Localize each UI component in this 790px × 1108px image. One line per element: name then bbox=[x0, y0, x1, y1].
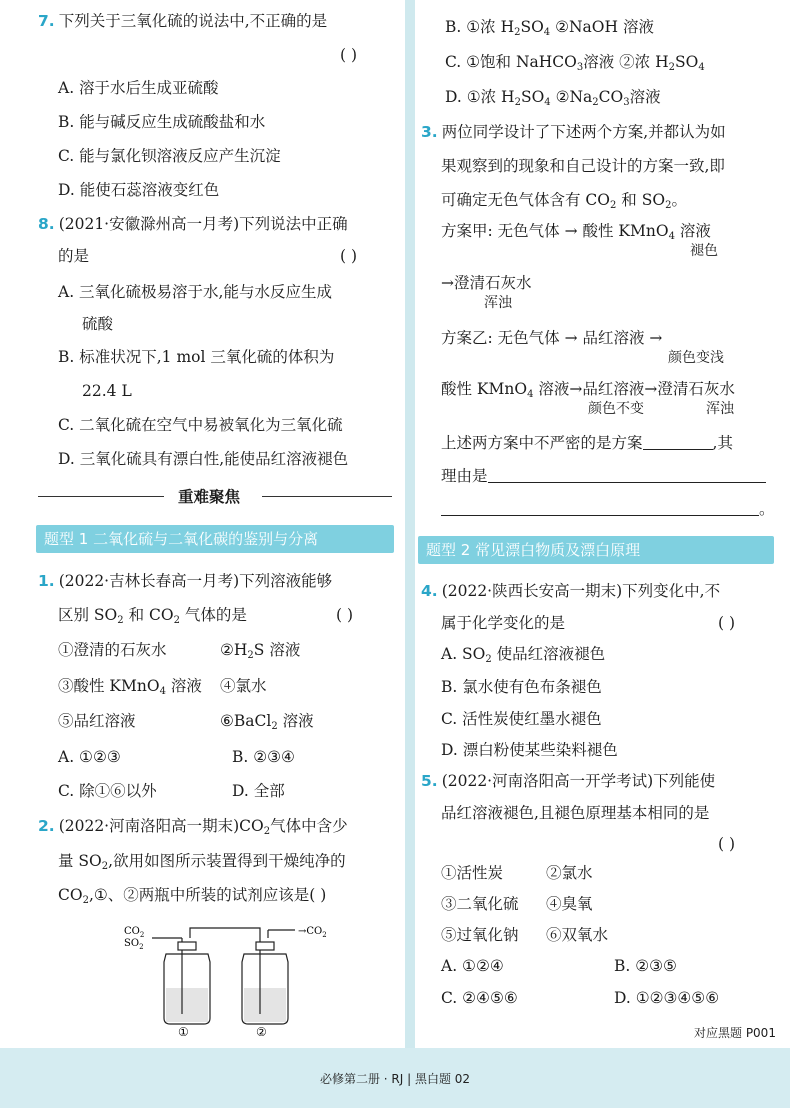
subscript: 2 bbox=[139, 943, 144, 951]
question-number: 1. bbox=[38, 572, 55, 590]
subscript: 2 bbox=[665, 200, 672, 211]
subscript: 4 bbox=[544, 97, 551, 108]
option-text: C. ①饱和 NaHCO bbox=[445, 53, 577, 71]
stem-text: 量 SO bbox=[58, 852, 102, 870]
option-text: 溶液 ②浓 H bbox=[583, 53, 669, 71]
option-b: B. ②③④ bbox=[232, 748, 295, 766]
item-3 bbox=[58, 675, 202, 703]
question-stem: (2022·河南洛阳高一开学考试)下列能使 bbox=[441, 772, 716, 790]
section-rule-left bbox=[38, 496, 164, 497]
stem-text: 。 bbox=[671, 191, 687, 209]
subscript: 2 bbox=[101, 861, 109, 872]
item-text: ②H bbox=[220, 641, 248, 659]
subscript: 3 bbox=[576, 62, 584, 73]
gas-washing-apparatus bbox=[110, 918, 350, 1036]
option-a: A. 溶于水后生成亚硫酸 bbox=[58, 79, 219, 97]
plan-a-result2: 浑浊 bbox=[484, 295, 512, 311]
option-text: SO bbox=[520, 18, 544, 36]
subscript: 2 bbox=[514, 27, 521, 38]
option-text: CO bbox=[598, 88, 624, 106]
item-text: ③酸性 KMnO bbox=[58, 677, 160, 695]
plan-b-line1: 方案乙: 无色气体 → 品红溶液 → bbox=[441, 329, 663, 347]
question-number: 5. bbox=[421, 772, 438, 790]
option-d: D. ①②③④⑤⑥ bbox=[614, 989, 720, 1007]
option-b-cont: 22.4 L bbox=[82, 382, 132, 400]
option-b: B. 能与碱反应生成硫酸盐和水 bbox=[58, 113, 266, 131]
subscript: 3 bbox=[623, 97, 630, 108]
item-1: ①活性炭 bbox=[441, 864, 504, 882]
question-number: 8. bbox=[38, 215, 55, 233]
item-text: ⑥BaCl bbox=[220, 712, 272, 730]
svg-text:SO2 bbox=[124, 938, 144, 951]
ask-text: 理由是 bbox=[441, 467, 488, 485]
type-2-header bbox=[418, 536, 774, 564]
item-text: 溶液 bbox=[277, 712, 314, 730]
option-text: ②NaOH 溶液 bbox=[550, 18, 654, 36]
page-reference: 对应黑题 P001 bbox=[694, 1026, 776, 1040]
subscript: 2 bbox=[592, 97, 599, 108]
option-d: D. 全部 bbox=[232, 782, 285, 800]
question-number: 3. bbox=[421, 123, 438, 141]
stem-text: (2022·河南洛阳高一期末)CO bbox=[58, 817, 264, 835]
item-text: 溶液 bbox=[165, 677, 202, 695]
option-a: A. ①②④ bbox=[441, 957, 504, 975]
stem-text: ,欲用如图所示装置得到干燥纯净的 bbox=[108, 852, 346, 870]
option-text: SO bbox=[675, 53, 699, 71]
subscript: 2 bbox=[117, 615, 124, 626]
question-number: 4. bbox=[421, 582, 438, 600]
item-1: ①澄清的石灰水 bbox=[58, 641, 167, 659]
subscript: 2 bbox=[485, 654, 492, 665]
option-text: A. SO bbox=[441, 645, 486, 663]
plan-b-result3: 浑浊 bbox=[706, 401, 734, 417]
bottle-2-label: ② bbox=[256, 1025, 267, 1036]
stem-text: CO bbox=[58, 886, 83, 904]
subscript: 2 bbox=[514, 97, 521, 108]
question-stem: (2022·吉林长春高一月考)下列溶液能够 bbox=[58, 572, 333, 590]
question-number: 7. bbox=[38, 12, 55, 30]
subscript: 2 bbox=[271, 721, 278, 732]
option-a: A. ①②③ bbox=[58, 748, 121, 766]
item-2: ②氯水 bbox=[546, 864, 593, 882]
outlet-gas-co2: →CO bbox=[298, 926, 323, 937]
question-stem: (2022·陕西长安高一期末)下列变化中,不 bbox=[441, 582, 721, 600]
option-b: B. ②③⑤ bbox=[614, 957, 677, 975]
option-text: 溶液 bbox=[629, 88, 661, 106]
plan-a-line1: 方案甲: 无色气体 → 酸性 KMnO bbox=[441, 222, 669, 240]
option-text: 使品红溶液褪色 bbox=[491, 645, 606, 663]
stem-text: 区别 SO bbox=[58, 606, 118, 624]
subscript: 4 bbox=[159, 686, 166, 697]
ask-text: 上述两方案中不严密的是方案 bbox=[441, 434, 643, 452]
question-stem: 两位同学设计了下述两个方案,并都认为如 bbox=[441, 123, 726, 141]
inlet-gas-co2: CO bbox=[124, 926, 140, 937]
subscript: 4 bbox=[698, 62, 705, 73]
page-footer: 必修第二册 · RJ | 黑白题 02 bbox=[319, 1072, 471, 1086]
option-c bbox=[445, 51, 705, 79]
option-c: C. 除①⑥以外 bbox=[58, 782, 157, 800]
question-number: 2. bbox=[38, 817, 55, 835]
plan-text: 溶液→品红溶液→澄清石灰水 bbox=[533, 380, 735, 398]
stem-text: 和 CO bbox=[123, 606, 174, 624]
plan-b-line2: 酸性 KMnO bbox=[441, 380, 528, 398]
item-text: S 溶液 bbox=[253, 641, 301, 659]
answer-paren: ( ) bbox=[718, 835, 736, 853]
bottle-1-label: ① bbox=[178, 1025, 189, 1036]
ask-text: ,其 bbox=[712, 434, 733, 452]
question-stem: 下列关于三氧化硫的说法中,不正确的是 bbox=[58, 12, 328, 30]
type-1-header bbox=[36, 525, 394, 553]
option-text: ②Na bbox=[550, 88, 593, 106]
stem-text: 气体中含少 bbox=[270, 817, 348, 835]
inlet-gas-so2: SO bbox=[124, 938, 140, 949]
type-2-header-label: 题型 2 常见漂白物质及漂白原理 bbox=[426, 541, 641, 559]
option-a: A. 三氧化硫极易溶于水,能与水反应生成 bbox=[58, 283, 332, 301]
item-4: ④氯水 bbox=[220, 677, 267, 695]
item-5: ⑤品红溶液 bbox=[58, 712, 136, 730]
section-title: 重难聚焦 bbox=[178, 488, 241, 506]
answer-blank-plan[interactable] bbox=[643, 433, 713, 450]
plan-b-result1: 颜色变浅 bbox=[668, 350, 724, 366]
option-b: B. 氯水使有色布条褪色 bbox=[441, 678, 602, 696]
item-5: ⑤过氧化钠 bbox=[441, 926, 519, 944]
option-d: D. 漂白粉使某些染料褪色 bbox=[441, 741, 618, 759]
question-stem-cont: 果观察到的现象和自己设计的方案一致,即 bbox=[441, 157, 725, 175]
subscript: 4 bbox=[668, 231, 675, 242]
answer-paren: ( ) bbox=[336, 606, 354, 624]
item-4: ④臭氧 bbox=[546, 895, 593, 913]
answer-paren: ( ) bbox=[718, 614, 736, 632]
plan-text: 溶液 bbox=[674, 222, 711, 240]
question-stem-cont: 的是 bbox=[58, 247, 90, 265]
type-1-header-label: 题型 1 二氧化硫与二氧化碳的鉴别与分离 bbox=[44, 530, 319, 548]
subscript: 2 bbox=[82, 895, 89, 906]
plan-a-result1: 褪色 bbox=[690, 243, 718, 259]
option-c: C. ②④⑤⑥ bbox=[441, 989, 518, 1007]
answer-blank-reason-cont[interactable] bbox=[441, 499, 759, 516]
subscript: 2 bbox=[610, 200, 617, 211]
subscript: 2 bbox=[668, 62, 675, 73]
subscript: 2 bbox=[139, 931, 145, 939]
item-2 bbox=[220, 639, 300, 667]
option-text: B. ①浓 H bbox=[445, 18, 515, 36]
column-divider bbox=[405, 0, 415, 1066]
subscript: 4 bbox=[527, 389, 534, 400]
question-stem-cont: 属于化学变化的是 bbox=[441, 614, 566, 632]
option-a bbox=[441, 643, 605, 671]
answer-blank-reason[interactable] bbox=[488, 466, 766, 483]
item-3: ③二氧化硫 bbox=[441, 895, 519, 913]
stem-text: 可确定无色气体含有 CO bbox=[441, 191, 610, 209]
option-a-cont: 硫酸 bbox=[82, 315, 114, 333]
stem-text: 和 SO bbox=[616, 191, 666, 209]
subscript: 2 bbox=[247, 650, 254, 661]
section-rule-right bbox=[262, 496, 392, 497]
ask-text: 。 bbox=[759, 500, 775, 518]
question-stem-cont: 品红溶液褪色,且褪色原理基本相同的是 bbox=[441, 804, 710, 822]
svg-text:→CO2 bbox=[298, 926, 327, 939]
option-text: SO bbox=[520, 88, 545, 106]
option-d: D. 三氧化硫具有漂白性,能使品红溶液褪色 bbox=[58, 450, 349, 468]
item-6 bbox=[220, 710, 314, 738]
subscript: 4 bbox=[543, 27, 551, 38]
subscript: 2 bbox=[173, 615, 180, 626]
plan-a-line2: →澄清石灰水 bbox=[441, 274, 532, 292]
option-d: D. 能使石蕊溶液变红色 bbox=[58, 181, 220, 199]
item-6: ⑥双氧水 bbox=[546, 926, 609, 944]
option-c: C. 活性炭使红墨水褪色 bbox=[441, 710, 602, 728]
subscript: 2 bbox=[322, 931, 327, 939]
question-stem: (2021·安徽滁州高一月考)下列说法中正确 bbox=[58, 215, 348, 233]
option-c: C. 二氧化硫在空气中易被氧化为三氧化硫 bbox=[58, 416, 343, 434]
plan-b-result2: 颜色不变 bbox=[588, 401, 644, 417]
answer-paren: ( ) bbox=[340, 247, 358, 265]
stem-text: ,①、②两瓶中所装的试剂应该是( ) bbox=[88, 886, 327, 904]
stem-text: 气体的是 bbox=[179, 606, 247, 624]
option-d bbox=[445, 86, 661, 114]
option-text: D. ①浓 H bbox=[445, 88, 515, 106]
answer-paren: ( ) bbox=[340, 46, 358, 64]
option-b bbox=[445, 16, 654, 44]
subscript: 2 bbox=[263, 826, 271, 837]
option-c: C. 能与氯化钡溶液反应产生沉淀 bbox=[58, 147, 281, 165]
option-b: B. 标准状况下,1 mol 三氧化硫的体积为 bbox=[58, 348, 335, 366]
